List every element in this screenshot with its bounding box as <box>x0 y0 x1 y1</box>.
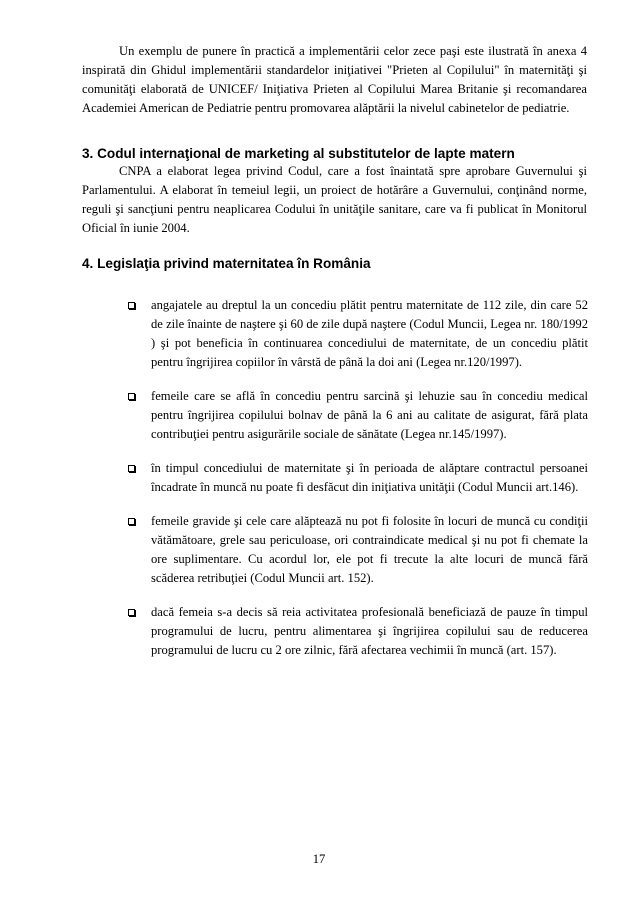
intro-paragraph: Un exemplu de punere în practică a implementării celor zece paşi este ilustrată în anexa 4 inspirată din Ghidul implementării standardelor iniţiativei "Prieten al Copilului" în maternităţi şi comunităţi elaborată de UNICEF/ Iniţiativa Prieten al Copilului Marea Britanie şi recomandarea Academiei American de Pediatrie pentru promovarea alăptării la nivelul cabinetelor de pediatrie. <box>82 44 587 115</box>
list-item-text: dacă femeia s-a decis să reia activitatea profesională beneficiază de pauze în timpul programului de lucru, pentru alimentarea şi îngrijirea copilului sau de reducerea programului de lucru cu 2 ore zilnic, fără afectarea vechimii în muncă (art. 157). <box>151 605 588 657</box>
square-bullet-icon <box>128 302 135 309</box>
list-item-text: femeile gravide şi cele care alăptează nu pot fi folosite în locuri de muncă cu condiţii vătămătoare, grele sau periculoase, ori contraindicate medical şi nu pot fi chemate la ore suplimentare. Cu acordul lor, ele pot fi trecute la alte locuri de muncă fără scăderea retribuţiei (Codul Muncii art. 152). <box>151 514 588 585</box>
section-3-paragraph: CNPA a elaborat legea privind Codul, care a fost înaintată spre aprobare Guvernului şi Parlamentului. A elaborat în temeiul legii, un proiect de hotărâre a Guvernului, conţinând norme, reguli şi sancţiuni pentru neaplicarea Codului în unităţile sanitare, care va fi publicat în Monitorul Oficial în iunie 2004. <box>82 164 587 235</box>
list-item <box>126 459 588 497</box>
square-bullet-icon <box>128 518 135 525</box>
list-item-text: în timpul concediului de maternitate şi în perioada de alăptare contractul persoanei încadrate în muncă nu poate fi desfăcut din iniţiativa unităţii (Codul Muncii art.146). <box>151 461 588 494</box>
legislation-bullet-list <box>126 296 588 675</box>
section-4-heading: 4. Legislaţia privind maternitatea în România <box>82 256 371 271</box>
square-bullet-icon <box>128 393 135 400</box>
list-item <box>126 603 588 660</box>
list-item <box>126 512 588 588</box>
page-number: 17 <box>312 852 326 866</box>
square-bullet-icon <box>128 609 135 616</box>
list-item <box>126 387 588 444</box>
square-bullet-icon <box>128 465 135 472</box>
list-item-text: angajatele au dreptul la un concediu plătit pentru maternitate de 112 zile, din care 52 de zile înainte de naştere şi 60 de zile după naştere (Codul Muncii, Legea nr. 180/1992 ) şi pot beneficia în continuarea concediului de maternitate, de un concediu plătit pentru îngrijirea copiilor în vârstă de până la doi ani (Legea nr.120/1997). <box>151 298 588 369</box>
section-3-heading: 3. Codul internaţional de marketing al substitutelor de lapte matern <box>82 146 515 161</box>
list-item <box>126 296 588 372</box>
list-item-text: femeile care se află în concediu pentru sarcină şi lehuzie sau în concediu medical pentru îngrijirea copilului bolnav de până la 6 ani au calitate de asigurat, fără plata contribuţiei pentru asigurările sociale de sănătate (Legea nr.145/1997). <box>151 389 588 441</box>
